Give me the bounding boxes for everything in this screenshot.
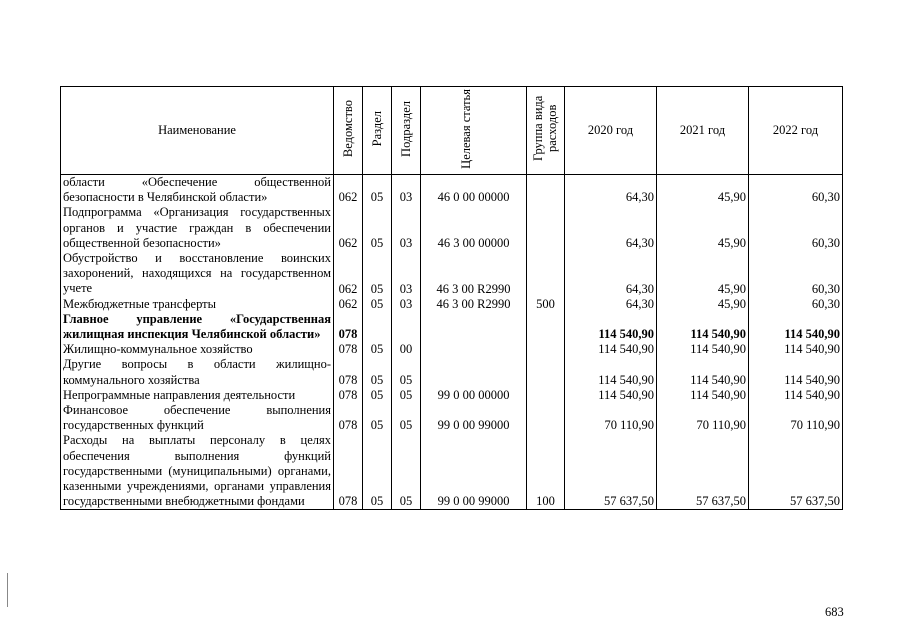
cell-expense-group: [527, 251, 565, 297]
cell-name: Межбюджетные трансферты: [61, 297, 334, 312]
cell-subsection: 05: [392, 403, 421, 433]
cell-dept: 078: [334, 433, 363, 510]
cell-2021: 114 540,90: [657, 312, 749, 342]
cell-2022: 70 110,90: [749, 403, 843, 433]
header-article: Целевая статья: [421, 87, 527, 175]
cell-2020: 114 540,90: [565, 388, 657, 403]
cell-section: 05: [363, 175, 392, 206]
scan-edge-mark: [7, 573, 8, 607]
cell-dept: 078: [334, 388, 363, 403]
page-number: 683: [825, 605, 844, 619]
cell-name: области «Обеспечение общественной безопасности в Челябинской области»: [61, 175, 334, 206]
cell-2020: 114 540,90: [565, 342, 657, 357]
cell-2022: 60,30: [749, 297, 843, 312]
cell-section: 05: [363, 357, 392, 387]
cell-2022: 114 540,90: [749, 342, 843, 357]
cell-2020: 114 540,90: [565, 312, 657, 342]
header-dept: Ведомство: [334, 87, 363, 175]
header-expense-group: Группа вида расходов: [527, 87, 565, 175]
cell-subsection: 00: [392, 342, 421, 357]
cell-subsection: 03: [392, 205, 421, 251]
cell-name: Жилищно-коммунальное хозяйство: [61, 342, 334, 357]
header-subsection: Подраздел: [392, 87, 421, 175]
cell-2022: 114 540,90: [749, 357, 843, 387]
cell-2022: 114 540,90: [749, 312, 843, 342]
cell-subsection: 05: [392, 357, 421, 387]
cell-2021: 114 540,90: [657, 388, 749, 403]
cell-section: 05: [363, 388, 392, 403]
cell-name: Финансовое обеспечение выполнения государственных функций: [61, 403, 334, 433]
cell-article: 99 0 00 99000: [421, 433, 527, 510]
cell-2020: 114 540,90: [565, 357, 657, 387]
cell-dept: 062: [334, 251, 363, 297]
cell-name: Расходы на выплаты персоналу в целях обеспечения выполнения функций государственными (муниципальными) органами, казенными учреждениями, органами управления государственными внебюджетными фондами: [61, 433, 334, 510]
cell-2020: 57 637,50: [565, 433, 657, 510]
cell-name: Главное управление «Государственная жилищная инспекция Челябинской области»: [61, 312, 334, 342]
cell-2021: 70 110,90: [657, 403, 749, 433]
header-section: Раздел: [363, 87, 392, 175]
cell-2021: 45,90: [657, 175, 749, 206]
cell-expense-group: [527, 388, 565, 403]
table-row: [61, 251, 843, 297]
cell-dept: 078: [334, 357, 363, 387]
cell-expense-group: [527, 403, 565, 433]
cell-expense-group: 100: [527, 433, 565, 510]
cell-name: Другие вопросы в области жилищно-коммунального хозяйства: [61, 357, 334, 387]
cell-2022: 60,30: [749, 251, 843, 297]
table-row: [61, 357, 843, 387]
cell-section: 05: [363, 342, 392, 357]
cell-2021: 57 637,50: [657, 433, 749, 510]
cell-2021: 45,90: [657, 205, 749, 251]
table-header: [61, 87, 843, 175]
cell-section: 05: [363, 403, 392, 433]
cell-name: Обустройство и восстановление воинских захоронений, находящихся на государственном учете: [61, 251, 334, 297]
cell-subsection: 05: [392, 388, 421, 403]
cell-article: [421, 342, 527, 357]
table-row: [61, 433, 843, 510]
table-row: [61, 312, 843, 342]
cell-2021: 114 540,90: [657, 357, 749, 387]
cell-subsection: [392, 312, 421, 342]
cell-subsection: 03: [392, 175, 421, 206]
cell-name: Непрограммные направления деятельности: [61, 388, 334, 403]
cell-article: [421, 312, 527, 342]
cell-dept: 078: [334, 403, 363, 433]
table-row: [61, 388, 843, 403]
header-name: Наименование: [61, 87, 334, 175]
cell-2022: 60,30: [749, 175, 843, 206]
cell-article: [421, 357, 527, 387]
cell-dept: 078: [334, 342, 363, 357]
cell-2022: 60,30: [749, 205, 843, 251]
cell-section: [363, 312, 392, 342]
cell-section: 05: [363, 297, 392, 312]
cell-2021: 45,90: [657, 251, 749, 297]
cell-dept: 062: [334, 175, 363, 206]
cell-section: 05: [363, 251, 392, 297]
table-row: [61, 403, 843, 433]
cell-section: 05: [363, 205, 392, 251]
table-row: [61, 205, 843, 251]
table-row: [61, 342, 843, 357]
cell-2022: 57 637,50: [749, 433, 843, 510]
cell-expense-group: [527, 342, 565, 357]
cell-2020: 64,30: [565, 297, 657, 312]
cell-article: 46 3 00 R2990: [421, 251, 527, 297]
cell-subsection: 03: [392, 297, 421, 312]
cell-article: 99 0 00 99000: [421, 403, 527, 433]
cell-2020: 64,30: [565, 175, 657, 206]
cell-expense-group: [527, 357, 565, 387]
cell-2020: 70 110,90: [565, 403, 657, 433]
cell-expense-group: [527, 205, 565, 251]
cell-article: 99 0 00 00000: [421, 388, 527, 403]
cell-subsection: 03: [392, 251, 421, 297]
cell-2020: 64,30: [565, 205, 657, 251]
cell-2021: 114 540,90: [657, 342, 749, 357]
cell-expense-group: [527, 175, 565, 206]
budget-table: [60, 86, 843, 510]
cell-section: 05: [363, 433, 392, 510]
cell-subsection: 05: [392, 433, 421, 510]
cell-expense-group: [527, 312, 565, 342]
header-2021: 2021 год: [657, 87, 749, 175]
cell-expense-group: 500: [527, 297, 565, 312]
cell-name: Подпрограмма «Организация государственных органов и участие граждан в обеспечении общественной безопасности»: [61, 205, 334, 251]
cell-dept: 062: [334, 205, 363, 251]
cell-2022: 114 540,90: [749, 388, 843, 403]
cell-2020: 64,30: [565, 251, 657, 297]
table-row: [61, 175, 843, 206]
header-2022: 2022 год: [749, 87, 843, 175]
table-row: [61, 297, 843, 312]
cell-article: 46 3 00 00000: [421, 205, 527, 251]
header-2020: 2020 год: [565, 87, 657, 175]
cell-article: 46 0 00 00000: [421, 175, 527, 206]
cell-article: 46 3 00 R2990: [421, 297, 527, 312]
cell-dept: 062: [334, 297, 363, 312]
cell-dept: 078: [334, 312, 363, 342]
cell-2021: 45,90: [657, 297, 749, 312]
table-body: [61, 175, 843, 510]
